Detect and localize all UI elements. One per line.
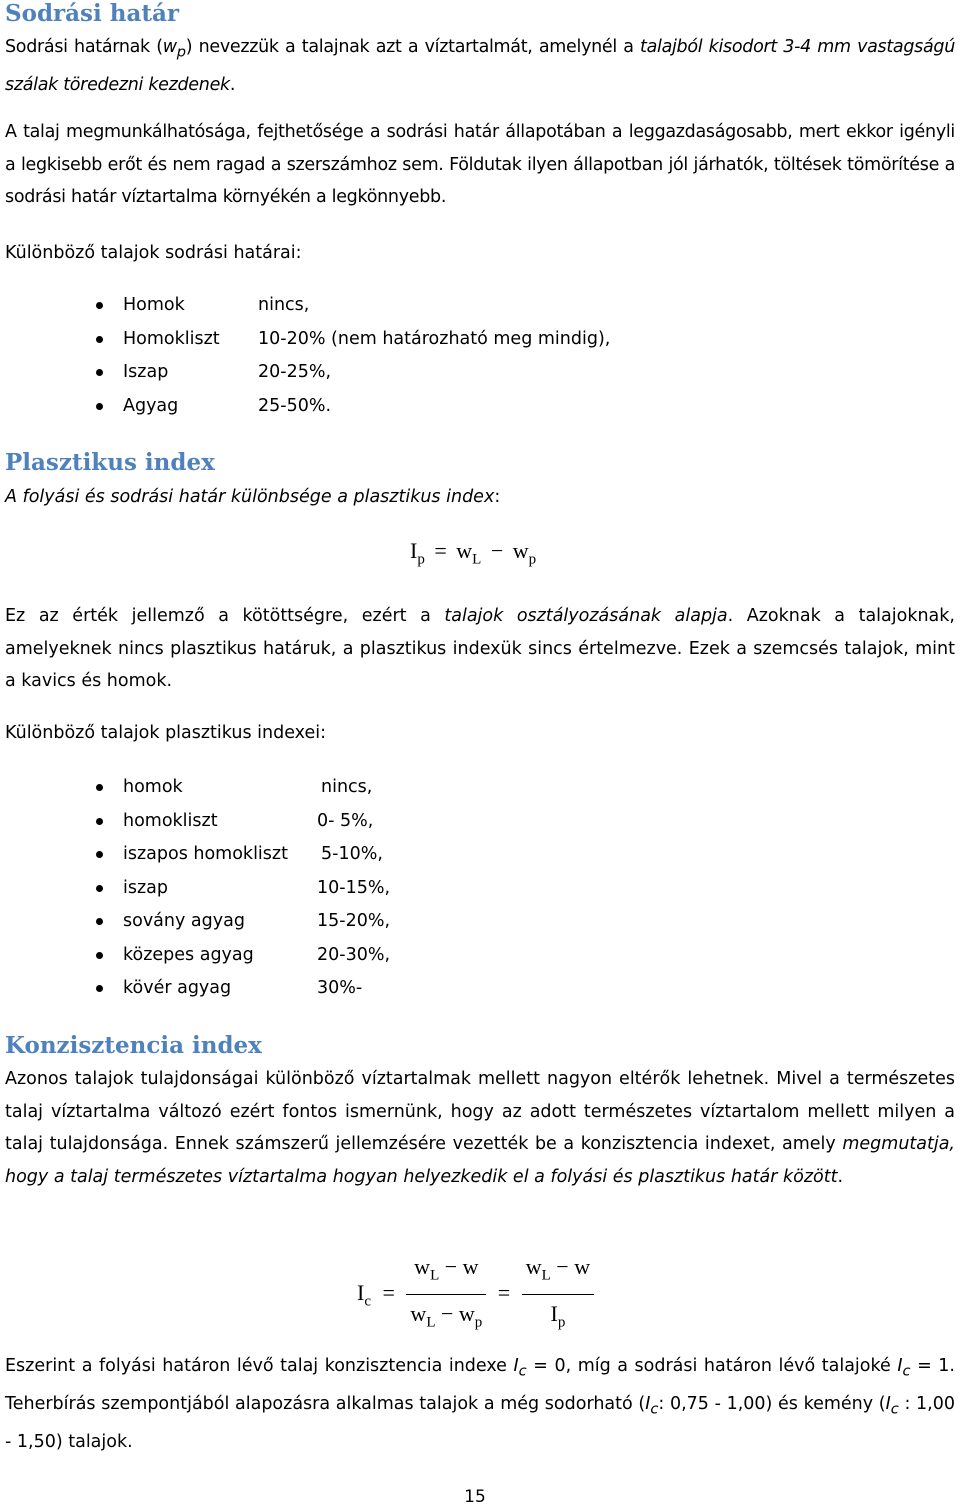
section-title-konzisztencia-index: Konzisztencia index [5,1032,262,1059]
sodrasi-list-intro: Különböző talajok sodrási határai: [5,243,302,263]
def-text-a: Sodrási határnak ( [5,37,163,57]
list-item: közepes agyag 20-30%, [5,939,955,973]
plasztikus-list [5,771,955,1006]
fraction-1: $\frac{w_L - w}{w_L - w_p}$ [406,1248,486,1342]
list-item: Homok nincs, [5,289,955,323]
def-symbol-sub: p [176,43,186,61]
list-item: homokliszt 0- 5%, [5,805,955,839]
def-text-d: . [229,75,236,95]
plasztikus-intro: A folyási és sodrási határ különbsége a plasztikus index: [5,487,501,507]
list-item: kövér agyag 30%- [5,972,955,1006]
section-title-plasztikus-index: Plasztikus index [5,449,215,476]
page-number: 15 [464,1487,486,1507]
sodrasi-list [5,289,955,423]
def-text-b: ) nevezzük a talajnak azt a víztartalmát, amelynél a [185,37,641,57]
list-item: Iszap 20-25%, [5,356,955,390]
plasticity-index-formula: $I_p = w_L - w_p$ [410,538,537,568]
def-symbol-w: w [162,37,177,57]
section-title-sodrasi-hatar: Sodrási határ [5,0,180,27]
list-item: Agyag 25-50%. [5,390,955,424]
list-item: Homokliszt 10-20% (nem határozható meg mindig), [5,323,955,357]
sodrasi-definition [5,31,955,102]
plasztikus-list-intro: Különböző talajok plasztikus indexei: [5,723,327,743]
list-item: sovány agyag 15-20%, [5,905,955,939]
list-item: iszapos homokliszt 5-10%, [5,838,955,872]
fraction-2: $\frac{w_L - w}{I_p}$ [522,1248,594,1342]
konzisztencia-paragraph: Azonos talajok tulajdonságai különböző víztartalmak mellett nagyon eltérők lehetnek. Mivel a természetes talaj víztartalma változó ezért fontos ismernünk, hogy az adott természetes víztartalom mellett milyen a talaj tulajdonsága. Ennek számszerű jellemzésére vezették be a konzisztencia indexet, amely megmutatja, hogy a talaj természetes víztartalma hogyan helyezkedik el a folyási és plasztikus határ között. [5,1069,955,1187]
consistency-index-formula: $I_c$ = $\frac{w_L - w}{w_L - w_p}$ = $\frac{w_L - w}{I_p}$ [357,1248,594,1342]
konzisztencia-final-paragraph: Eszerint a folyási határon lévő talaj konzisztencia indexe $I_c = 0$, míg a sodrási határon lévő talajoké $I_c = 1$. Teherbírás szempontjából alapozásra alkalmas talajok a még sodorható ($I_c$: 0,75 - 1,00) és kemény ($I_c$ : 1,00 - 1,50) talajok. [5,1356,955,1452]
plasztikus-paragraph: Ez az érték jellemző a kötöttségre, ezért a talajok osztályozásának alapja. Azoknak a talajoknak, amelyeknek nincs plasztikus határuk, a plasztikus indexük sincs értelmezve. Ezek a szemcsés talajok, mint a kavics és homok. [5,606,955,691]
list-item: iszap 10-15%, [5,872,955,906]
list-item: homok nincs, [5,771,955,805]
sodrasi-paragraph: A talaj megmunkálhatósága, fejthetősége a sodrási határ állapotában a leggazdaságosabb, mert ekkor igényli a legkisebb erőt és nem ragad a szerszámhoz sem. Földutak ilyen állapotban jól járhatók, töltések tömörítése a sodrási határ víztartalma környékén a legkönnyebb. [5,122,955,207]
def-text-italic: talajból kisodort 3-4 mm vastagságú szálak töredezni kezdenek [5,37,955,95]
